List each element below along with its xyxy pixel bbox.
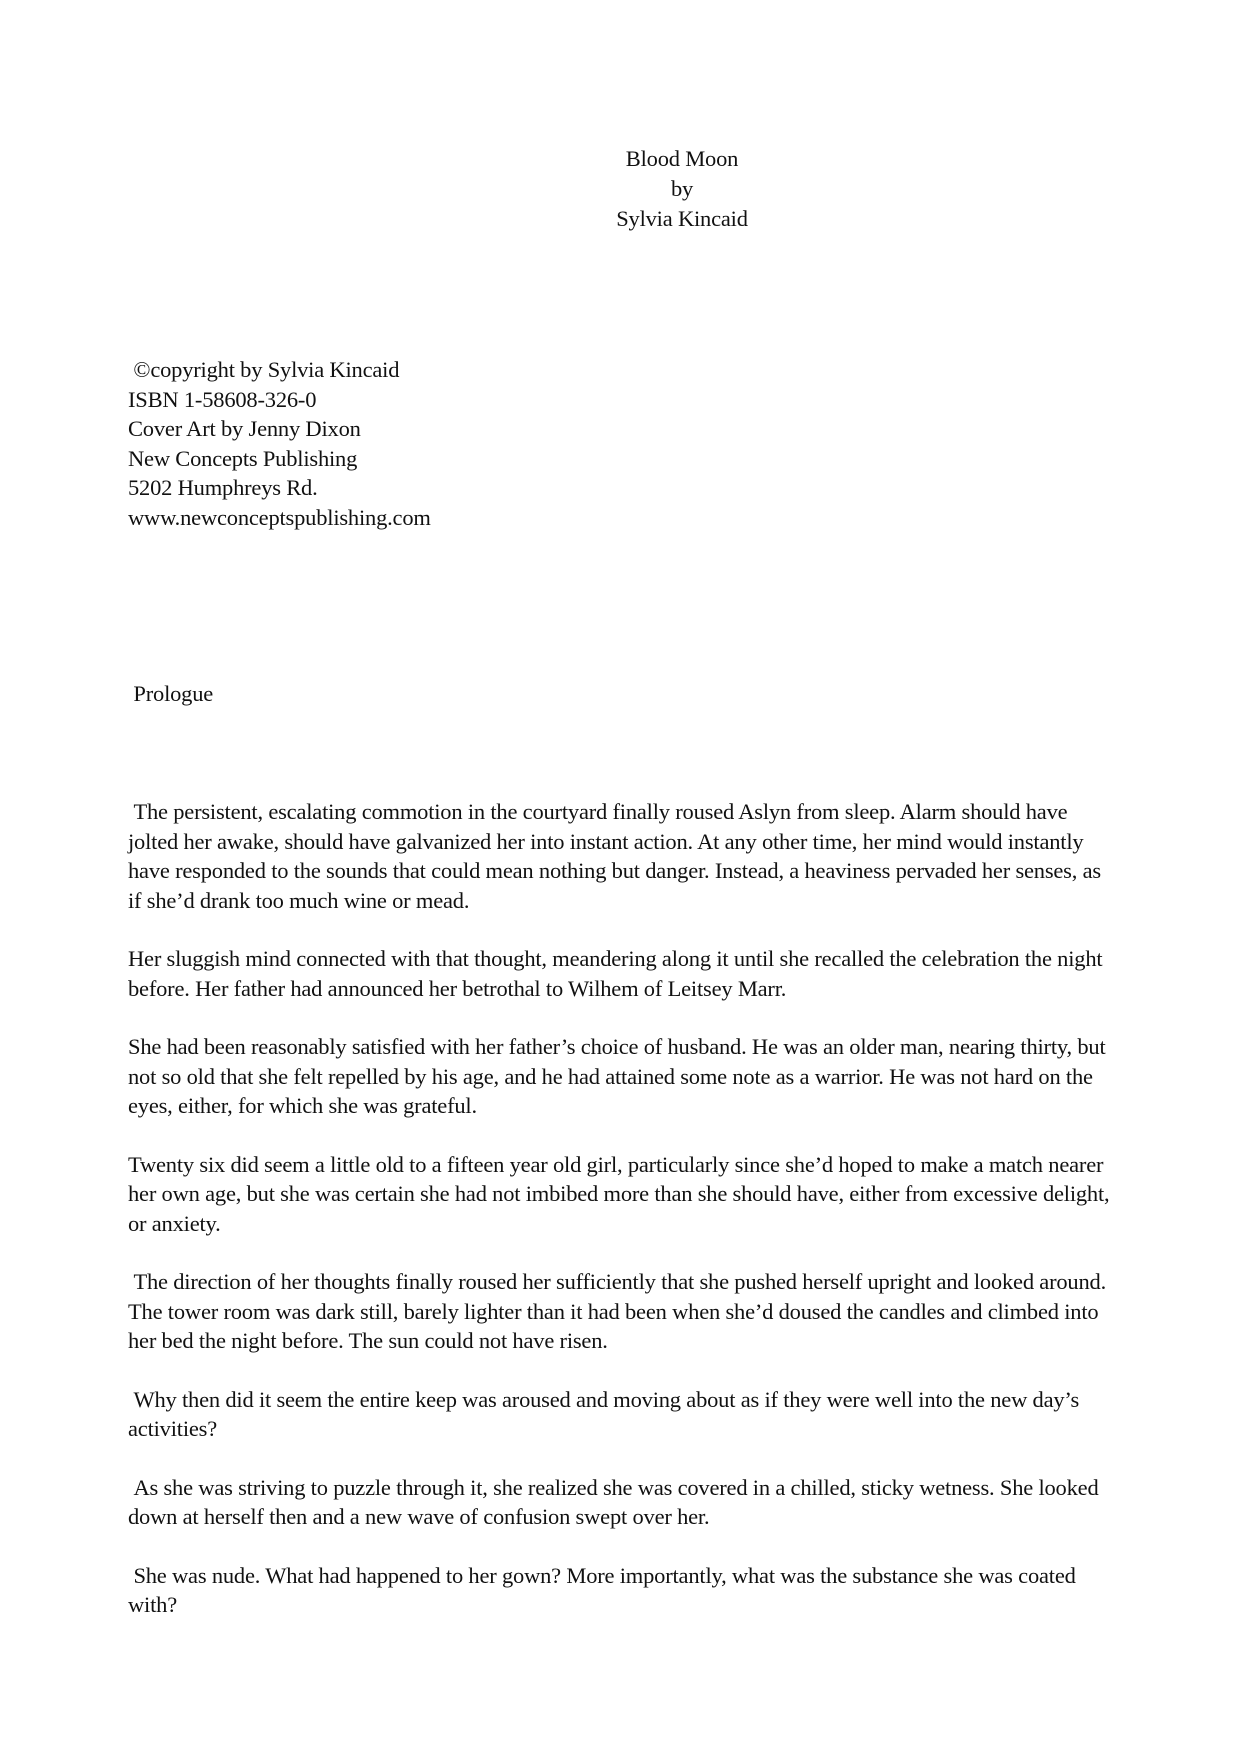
paragraph: Twenty six did seem a little old to a fifteen year old girl, particularly since she’d hoped to make a match nearer her own age, but she was certain she had not imbibed more than she should have, either from excessive delight, or anxiety. xyxy=(128,1151,1115,1236)
publisher-line: New Concepts Publishing xyxy=(128,445,358,471)
paragraph: As she was striving to puzzle through it, she realized she was covered in a chilled, sticky wetness. She looked down at herself then and a new wave of confusion swept over her. xyxy=(128,1474,1104,1529)
title-block xyxy=(0,144,1239,234)
cover-art-line: Cover Art by Jenny Dixon xyxy=(128,416,361,441)
by-line: by xyxy=(670,176,694,201)
copyright-block xyxy=(128,355,431,532)
website-line: www.newconceptspublishing.com xyxy=(128,504,431,530)
address-line: 5202 Humphreys Rd. xyxy=(128,475,318,500)
paragraph: She was nude. What had happened to her gown? More importantly, what was the substance she was coated with? xyxy=(128,1562,1082,1617)
chapter-heading: Prologue xyxy=(128,681,214,706)
copyright-line: ©copyright by Sylvia Kincaid xyxy=(128,357,400,382)
paragraph: The direction of her thoughts finally roused her sufficiently that she pushed herself upright and looked around. The tower room was dark still, barely lighter than it had been when she’d doused the candles and climbed into her bed the night before. The sun could not have risen. xyxy=(128,1269,1112,1353)
body-text xyxy=(128,797,1118,1649)
paragraph: She had been reasonably satisfied with her father’s choice of husband. He was an older man, nearing thirty, but not so old that she felt repelled by his age, and he had attained some note as a warrior. He was not hard on the eyes, either, for which she was grateful. xyxy=(128,1034,1111,1118)
author-name: Sylvia Kincaid xyxy=(616,206,748,231)
book-title: Blood Moon xyxy=(625,146,739,171)
isbn-line: ISBN 1-58608-326-0 xyxy=(128,386,317,412)
paragraph: Why then did it seem the entire keep was aroused and moving about as if they were well into the new day’s activities? xyxy=(128,1386,1085,1441)
paragraph: Her sluggish mind connected with that thought, meandering along it until she recalled the celebration the night before. Her father had announced her betrothal to Wilhem of Leitsey Marr. xyxy=(128,946,1108,1001)
paragraph: The persistent, escalating commotion in the courtyard finally roused Aslyn from sleep. Alarm should have jolted her awake, should have galvanized her into instant action. At any other time, her mind would instantly have responded to the sounds that could mean nothing but danger. Instead, a heaviness pervaded her senses, as if she’d drank too much wine or mead. xyxy=(128,799,1107,913)
